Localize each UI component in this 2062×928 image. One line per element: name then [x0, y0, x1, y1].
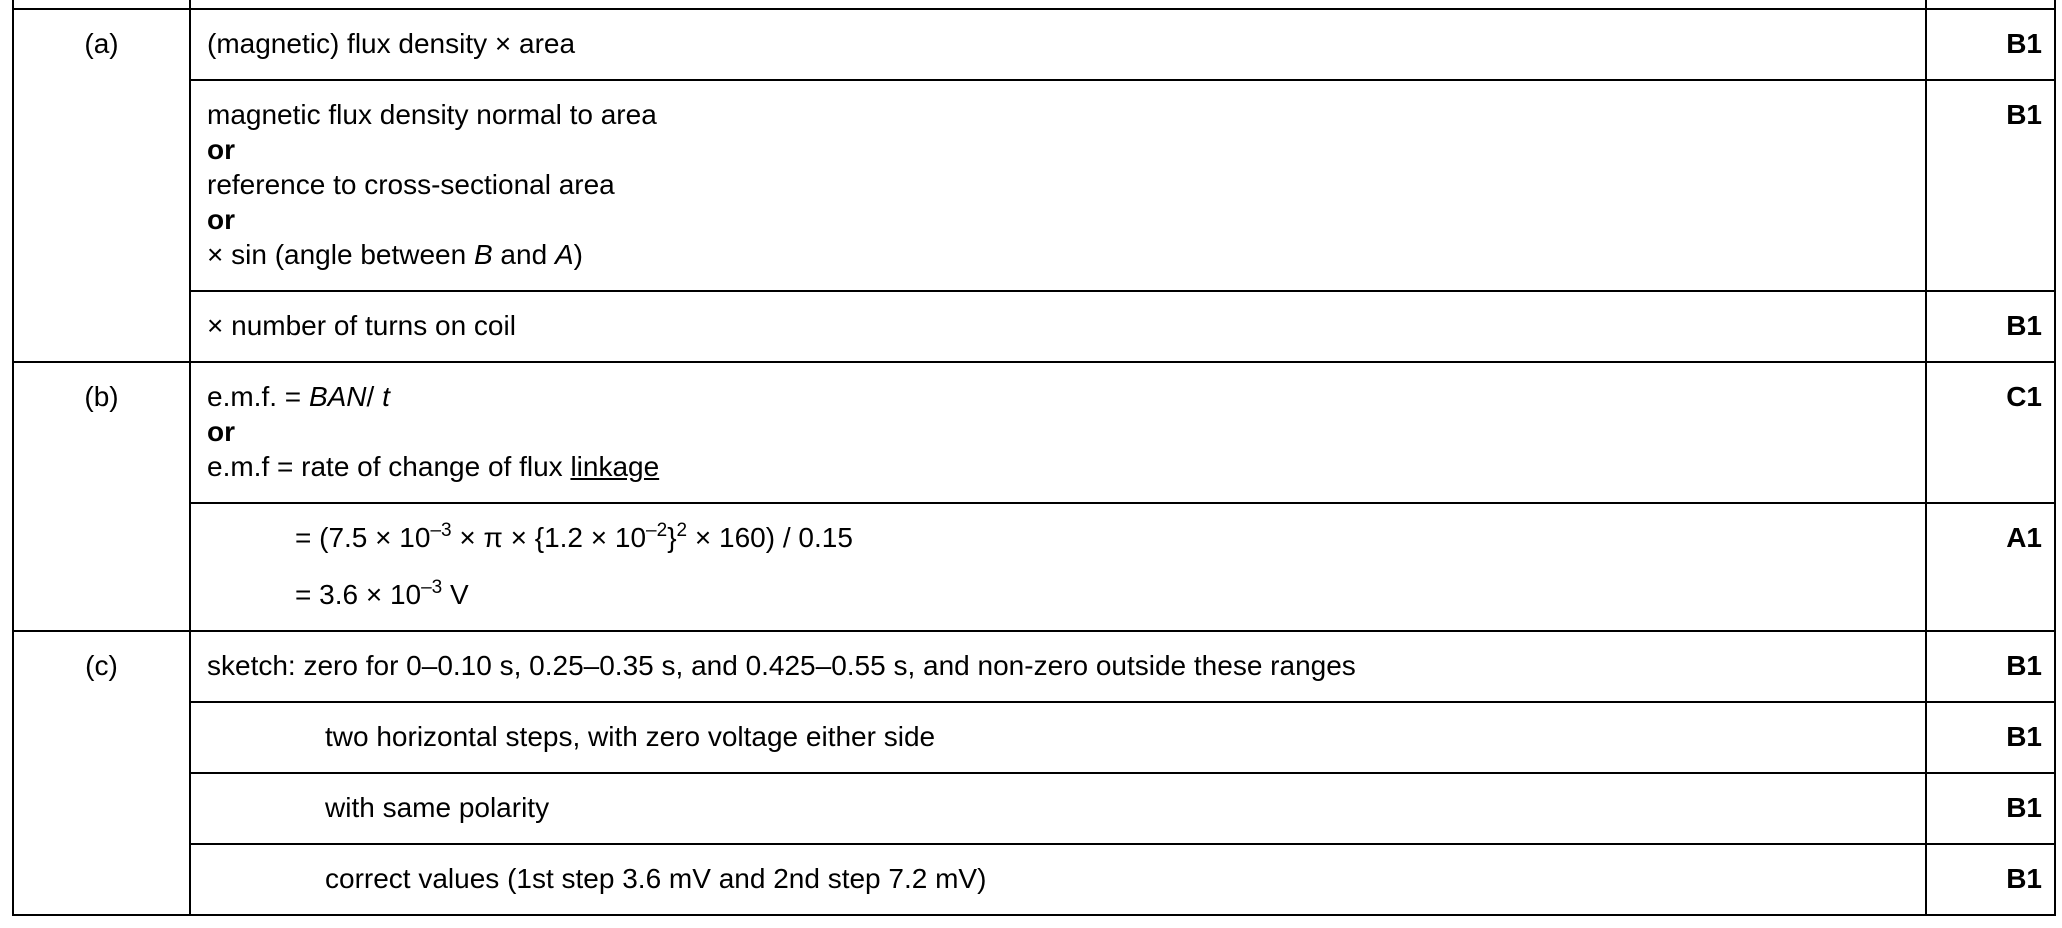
answer-cell [190, 80, 1926, 291]
answer-cell [190, 631, 1926, 702]
top-edge-cell [190, 0, 1926, 9]
table-row [13, 631, 2055, 702]
answer-cell [190, 844, 1926, 915]
top-edge-cell [13, 0, 190, 9]
mark-cell: B1 [1926, 773, 2055, 844]
answer-cell [190, 362, 1926, 503]
answer-text: × number of turns on coil [207, 310, 516, 341]
top-edge-cell [1926, 0, 2055, 9]
mark-cell: B1 [1926, 9, 2055, 80]
table-row [13, 362, 2055, 503]
answer-cell [190, 9, 1926, 80]
mark-scheme-table [12, 0, 2056, 916]
answer-cell [190, 773, 1926, 844]
answer-text: e.m.f = rate of change of flux linkage [207, 451, 660, 482]
table-row [13, 844, 2055, 915]
answer-text: × sin (angle between B and A) [207, 239, 583, 270]
mark-cell: B1 [1926, 844, 2055, 915]
mark-cell: A1 [1926, 503, 2055, 631]
table-row-top-edge [13, 0, 2055, 9]
mark-cell: B1 [1926, 631, 2055, 702]
answer-text: (magnetic) flux density × area [207, 28, 576, 59]
mark-cell: B1 [1926, 702, 2055, 773]
table-row [13, 291, 2055, 362]
calculation-result: = $3.6 \times 10^{-3}$ V [295, 577, 469, 610]
question-label-c: (c) [13, 631, 190, 915]
table-row [13, 503, 2055, 631]
or-label: or [207, 204, 235, 235]
table-row [13, 773, 2055, 844]
answer-cell [190, 702, 1926, 773]
or-label: or [207, 416, 235, 447]
mark-cell: B1 [1926, 80, 2055, 291]
answer-text: two horizontal steps, with zero voltage either side [325, 721, 936, 752]
table-row [13, 9, 2055, 80]
answer-text: magnetic flux density normal to area [207, 99, 657, 130]
mark-cell: C1 [1926, 362, 2055, 503]
mark-cell: B1 [1926, 291, 2055, 362]
answer-cell [190, 291, 1926, 362]
question-label-b: (b) [13, 362, 190, 631]
answer-text: with same polarity [325, 792, 550, 823]
table-row [13, 702, 2055, 773]
answer-cell [190, 503, 1926, 631]
answer-text: sketch: zero for 0–0.10 s, 0.25–0.35 s, and 0.425–0.55 s, and non-zero outside these ranges [207, 650, 1356, 681]
answer-text: reference to cross-sectional area [207, 169, 615, 200]
table-row [13, 80, 2055, 291]
answer-text: e.m.f. = BAN/ t [207, 381, 390, 412]
calculation-line: = $(7.5 \times 10^{-3} \times \pi \times \{1.2 \times 10^{-2}\}^2 \times 160) / 0.15$ [295, 520, 853, 553]
answer-text: correct values (1st step 3.6 mV and 2nd step 7.2 mV) [325, 863, 987, 894]
or-label: or [207, 134, 235, 165]
question-label-a: (a) [13, 9, 190, 362]
